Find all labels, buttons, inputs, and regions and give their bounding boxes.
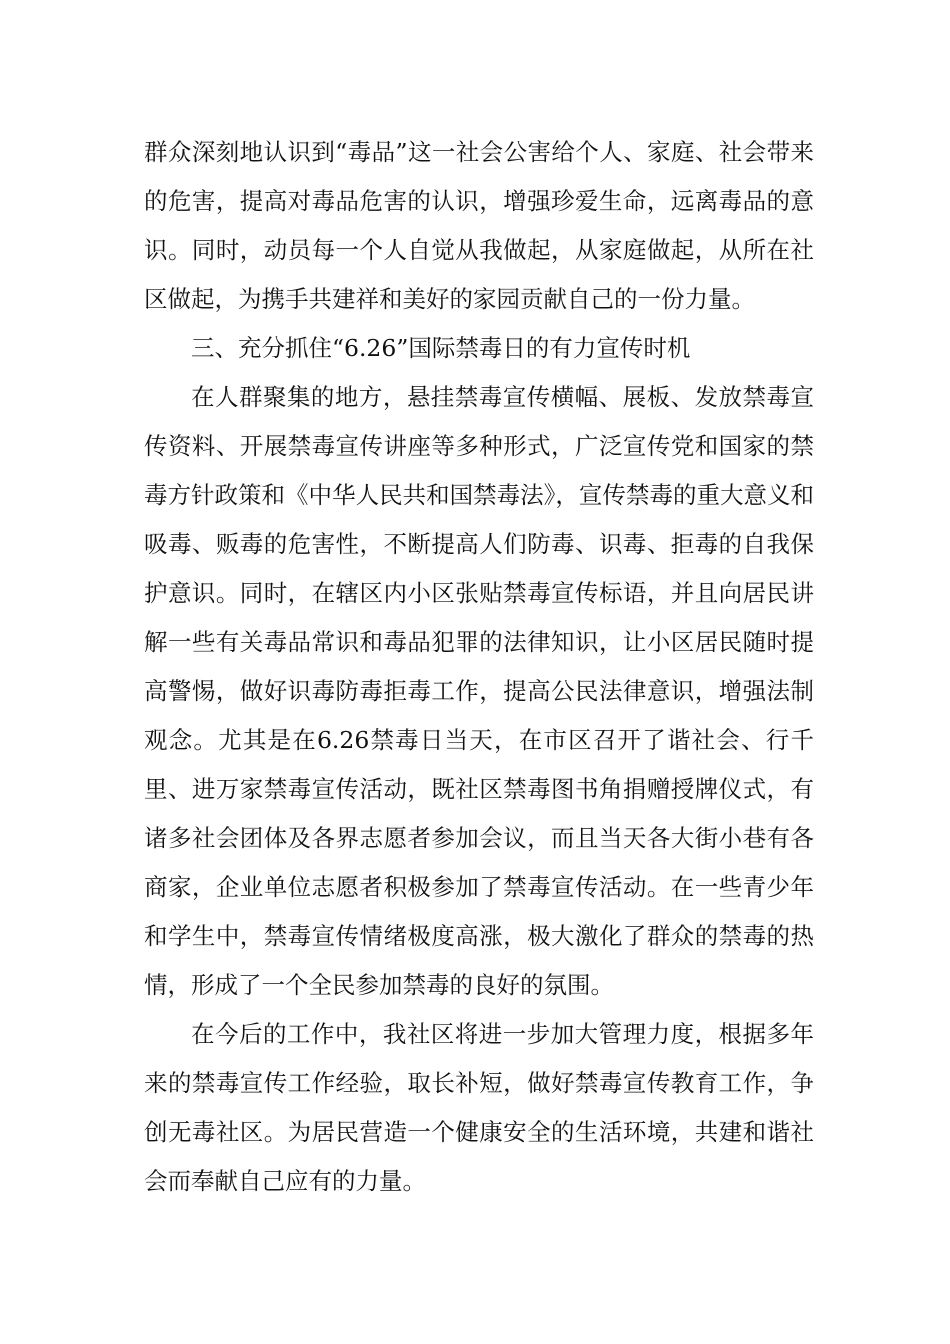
paragraph-closing: 在今后的工作中，我社区将进一步加大管理力度，根据多年来的禁毒宣传工作经验，取长补短，做好禁毒宣传教育工作，争创无毒社区。为居民营造一个健康安全的生活环境，共建和谐社会而奉献自己应有的力量。 (144, 1020, 814, 1195)
section-heading: 三、充分抓住“6.26”国际禁毒日的有力宣传时机 (191, 334, 691, 362)
document-body (144, 128, 814, 1206)
paragraph-continuation: 群众深刻地认识到“毒品”这一社会公害给个人、家庭、社会带来的危害，提高对毒品危害的认识，增强珍爱生命，远离毒品的意识。同时，动员每一个人自觉从我做起，从家庭做起，从所在社区做起，为携手共建祥和美好的家园贡献自己的一份力量。 (144, 138, 814, 313)
paragraph-body: 在人群聚集的地方，悬挂禁毒宣传横幅、展板、发放禁毒宣传资料、开展禁毒宣传讲座等多种形式，广泛宣传党和国家的禁毒方针政策和《中华人民共和国禁毒法》，宣传禁毒的重大意义和吸毒、贩毒的危害性，不断提高人们防毒、识毒、拒毒的自我保护意识。同时，在辖区内小区张贴禁毒宣传标语，并且向居民讲解一些有关毒品常识和毒品犯罪的法律知识，让小区居民随时提高警惕，做好识毒防毒拒毒工作，提高公民法律意识，增强法制观念。尤其是在6.26禁毒日当天，在市区召开了谐社会、行千里、进万家禁毒宣传活动，既社区禁毒图书角捐赠授牌仪式，有诸多社会团体及各界志愿者参加会议，而且当天各大街小巷有各商家，企业单位志愿者积极参加了禁毒宣传活动。在一些青少年和学生中，禁毒宣传情绪极度高涨，极大激化了群众的禁毒的热情，形成了一个全民参加禁毒的良好的氛围。 (144, 383, 814, 999)
